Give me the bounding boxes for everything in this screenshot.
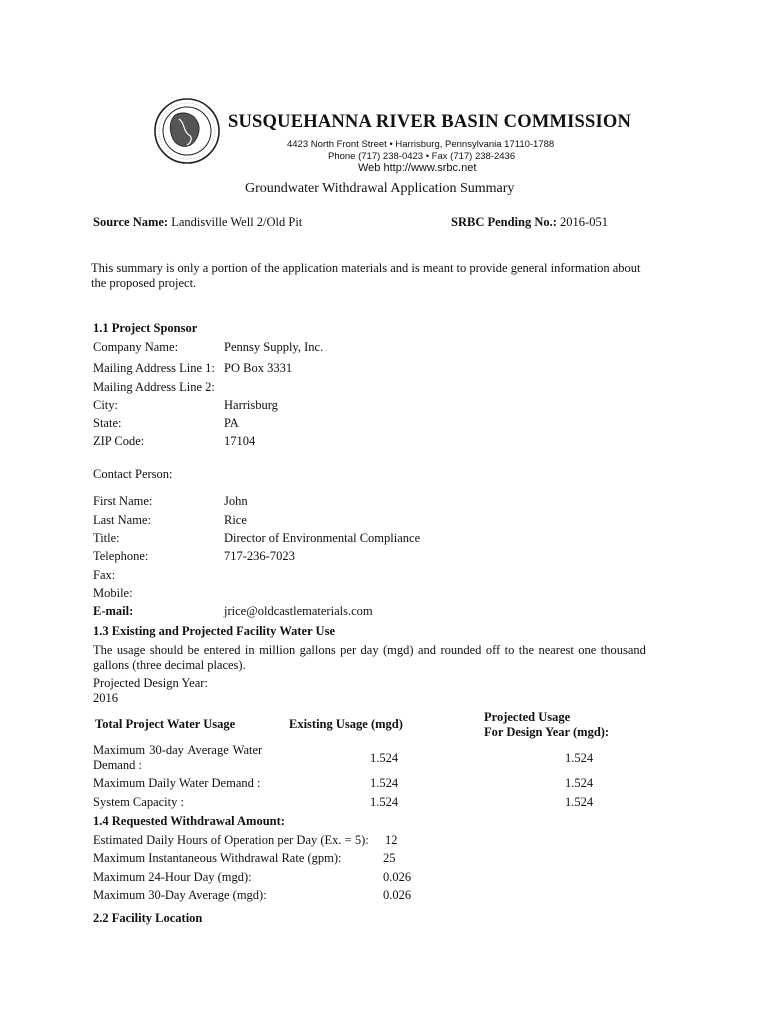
intro-line-2: the proposed project. bbox=[91, 276, 197, 290]
address-line1-value: PO Box 3331 bbox=[224, 361, 293, 375]
table-row-label: Maximum Daily Water Demand : bbox=[93, 776, 261, 790]
pending-no-label: SRBC Pending No.: bbox=[451, 215, 557, 229]
table-cell-projected: 1.524 bbox=[565, 751, 594, 765]
table-cell-existing: 1.524 bbox=[370, 795, 399, 809]
table-header-existing: Existing Usage (mgd) bbox=[289, 717, 403, 731]
water-use-heading: 1.3 Existing and Projected Facility Water Use bbox=[93, 624, 335, 638]
hours-of-operation-value: 12 bbox=[385, 833, 398, 847]
field-label: Title: bbox=[93, 531, 120, 545]
sponsor-heading: 1.1 Project Sponsor bbox=[93, 321, 198, 335]
org-name: SUSQUEHANNA RIVER BASIN COMMISSION bbox=[228, 112, 632, 132]
table-cell-projected: 1.524 bbox=[565, 795, 594, 809]
field-label: Last Name: bbox=[93, 513, 151, 527]
design-year-label: Projected Design Year: bbox=[93, 676, 208, 690]
zip-value: 17104 bbox=[224, 434, 256, 448]
org-web: Web http://www.srbc.net bbox=[358, 162, 477, 174]
field-label: Mailing Address Line 1: bbox=[93, 361, 215, 375]
instantaneous-rate-value: 25 bbox=[383, 851, 396, 865]
source-name-label: Source Name: bbox=[93, 215, 169, 229]
field-label: First Name: bbox=[93, 494, 153, 508]
contact-heading: Contact Person: bbox=[93, 467, 173, 481]
field-label: Fax: bbox=[93, 568, 116, 582]
pending-no-row bbox=[451, 215, 608, 230]
withdrawal-label: Estimated Daily Hours of Operation per Day (Ex. = 5): bbox=[93, 833, 369, 847]
field-label: City: bbox=[93, 398, 119, 412]
withdrawal-heading: 1.4 Requested Withdrawal Amount: bbox=[93, 814, 285, 828]
field-label: Mobile: bbox=[93, 586, 133, 600]
withdrawal-label: Maximum 24-Hour Day (mgd): bbox=[93, 870, 252, 884]
field-label: Mailing Address Line 2: bbox=[93, 380, 215, 394]
table-header-projected-line1: Projected Usage bbox=[484, 710, 571, 724]
field-label: Telephone: bbox=[93, 549, 149, 563]
facility-location-heading: 2.2 Facility Location bbox=[93, 911, 203, 925]
document-title: Groundwater Withdrawal Application Summary bbox=[245, 181, 515, 196]
withdrawal-label: Maximum Instantaneous Withdrawal Rate (gpm): bbox=[93, 851, 342, 865]
source-name-row bbox=[93, 215, 302, 230]
org-phone-fax: Phone (717) 238-0423 • Fax (717) 238-2436 bbox=[328, 151, 516, 162]
field-label: ZIP Code: bbox=[93, 434, 145, 448]
org-address: 4423 North Front Street • Harrisburg, Pennsylvania 17110-1788 bbox=[287, 139, 555, 150]
withdrawal-label: Maximum 30-Day Average (mgd): bbox=[93, 888, 267, 902]
table-row-label: Maximum 30-day Average Water bbox=[93, 743, 263, 757]
city-value: Harrisburg bbox=[224, 398, 278, 412]
email-value: jrice@oldcastlematerials.com bbox=[224, 604, 373, 618]
pending-no-value: 2016-051 bbox=[560, 215, 608, 229]
email-label: E-mail: bbox=[93, 604, 134, 618]
state-value: PA bbox=[224, 416, 239, 430]
field-label: Company Name: bbox=[93, 340, 179, 354]
table-cell-projected: 1.524 bbox=[565, 776, 594, 790]
table-cell-existing: 1.524 bbox=[370, 751, 399, 765]
max-24-hour-value: 0.026 bbox=[383, 870, 412, 884]
field-label: State: bbox=[93, 416, 122, 430]
design-year-value: 2016 bbox=[93, 691, 118, 705]
source-name-value: Landisville Well 2/Old Pit bbox=[171, 215, 303, 229]
table-header-total: Total Project Water Usage bbox=[95, 717, 236, 731]
telephone-value: 717-236-7023 bbox=[224, 549, 295, 563]
table-row-label-cont: Demand : bbox=[93, 758, 142, 772]
water-use-note-line-1: The usage should be entered in million gallons per day (mgd) and rounded off to the nearest one thousand bbox=[93, 643, 646, 657]
first-name-value: John bbox=[224, 494, 248, 508]
table-header-projected-line2: For Design Year (mgd): bbox=[484, 725, 610, 739]
title-value: Director of Environmental Compliance bbox=[224, 531, 421, 545]
max-30-day-value: 0.026 bbox=[383, 888, 412, 902]
srbc-seal-icon bbox=[153, 97, 221, 165]
intro-line-1: This summary is only a portion of the application materials and is meant to provide general information about bbox=[91, 261, 641, 275]
company-name-value: Pennsy Supply, Inc. bbox=[224, 340, 324, 354]
table-cell-existing: 1.524 bbox=[370, 776, 399, 790]
water-use-note-line-2: gallons (three decimal places). bbox=[93, 658, 246, 672]
table-row-label: System Capacity : bbox=[93, 795, 184, 809]
last-name-value: Rice bbox=[224, 513, 247, 527]
